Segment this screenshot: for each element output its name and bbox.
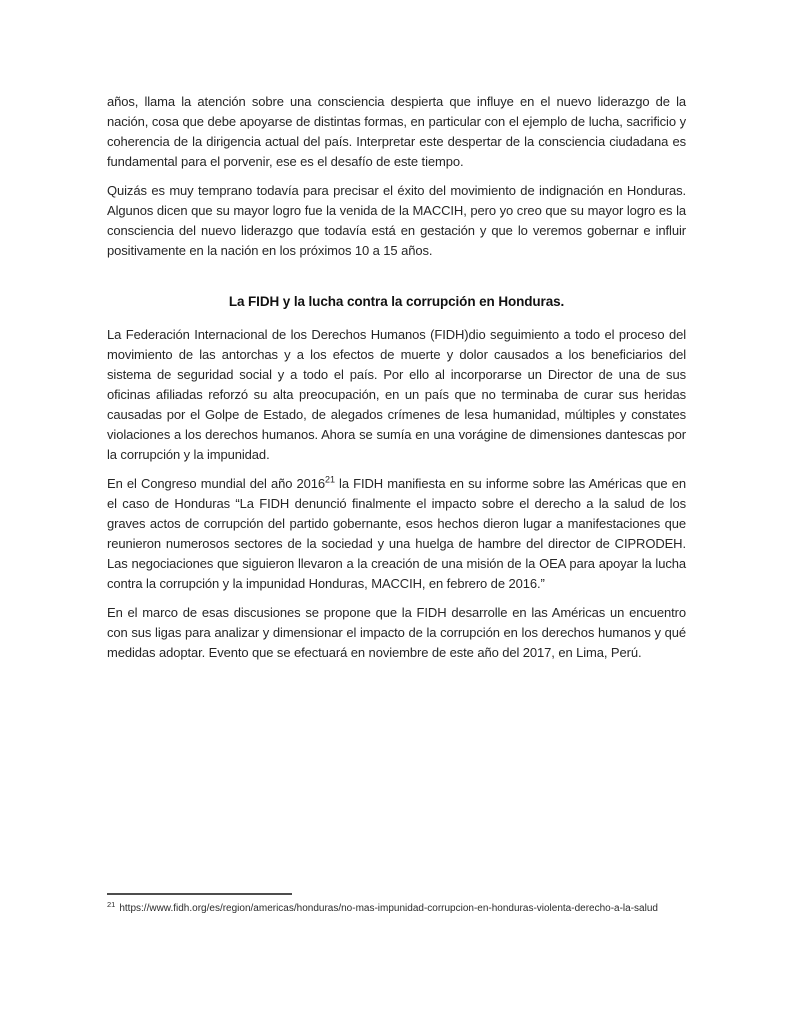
paragraph-congreso-text-before-ref: En el Congreso mundial del año 2016 — [107, 476, 326, 491]
footnote-21-url: https://www.fidh.org/es/region/americas/honduras/no-mas-impunidad-corrupcion-en-honduras-violenta-derecho-a-la-salud — [119, 903, 658, 914]
footnote-reference-21: 21 — [325, 474, 335, 485]
paragraph-quizas-es-temprano: Quizás es muy temprano todavía para precisar el éxito del movimiento de indignación en Honduras. Algunos dicen que su mayor logro fue la venida de la MACCIH, pero yo creo que su mayor logro es la consciencia del nuevo liderazgo que todavía está en gestación y que lo veremos gobernar e influir positivamente en la nación en los próximos 10 a 15 años. — [107, 183, 686, 258]
paragraph-marco-discusiones: En el marco de esas discusiones se propone que la FIDH desarrolle en las Américas un encuentro con sus ligas para analizar y dimensionar el impacto de la corrupción en los derechos humanos y qué medidas adoptar. Evento que se efectuará en noviembre de este año del 2017, en Lima, Perú. — [107, 605, 686, 660]
section-heading-fidh-lucha-corrupcion: La FIDH y la lucha contra la corrupción en Honduras. — [228, 294, 565, 309]
document-text-block — [107, 92, 686, 672]
paragraph-federacion-internacional: La Federación Internacional de los Derechos Humanos (FIDH)dio seguimiento a todo el proceso del movimiento de las antorchas y a los efectos de muerte y dolor causados a los beneficiarios del sistema de seguridad social y a todo el país. Por ello al incorporarse un Director de una de sus oficinas afiliadas reforzó su alta preocupación, en un país que no terminaba de curar sus heridas causadas por el Golpe de Estado, de alegados crímenes de lesa humanidad, múltiples y constates violaciones a los derechos humanos. Ahora se sumía en una vorágine de dimensiones dantescas por la corrupción y la impunidad. — [107, 327, 686, 462]
paragraph-consciencia-despierta: años, llama la atención sobre una consciencia despierta que influye en el nuevo liderazgo de la nación, cosa que debe apoyarse de distintas formas, en particular con el ejemplo de lucha, sacrificio y coherencia de la dirigencia actual del país. Interpretar este despertar de la consciencia ciudadana es fundamental para el porvenir, ese es el desafío de este tiempo. — [107, 94, 686, 169]
paragraph-congreso-text-after-ref: la FIDH manifiesta en su informe sobre las Américas que en el caso de Honduras “La FIDH denunció finalmente el impacto sobre el derecho a la salud de los graves actos de corrupción del partido gobernante, esos hechos dieron lugar a manifestaciones que reunieron numerosos sectores de la sociedad y una huelga de hambre del director de CIPRODEH. Las negociaciones que siguieron llevaron a la creación de una misión de la OEA para apoyar la lucha contra la corrupción y la impunidad Honduras, MACCIH, en febrero de 2016.” — [107, 476, 687, 591]
footnote-21-marker: 21 — [107, 899, 116, 909]
footnote-separator-rule — [107, 893, 292, 895]
paragraph-congreso-mundial-2016 — [107, 474, 686, 594]
footnote-21 — [107, 899, 687, 915]
footnote-area — [107, 893, 687, 915]
